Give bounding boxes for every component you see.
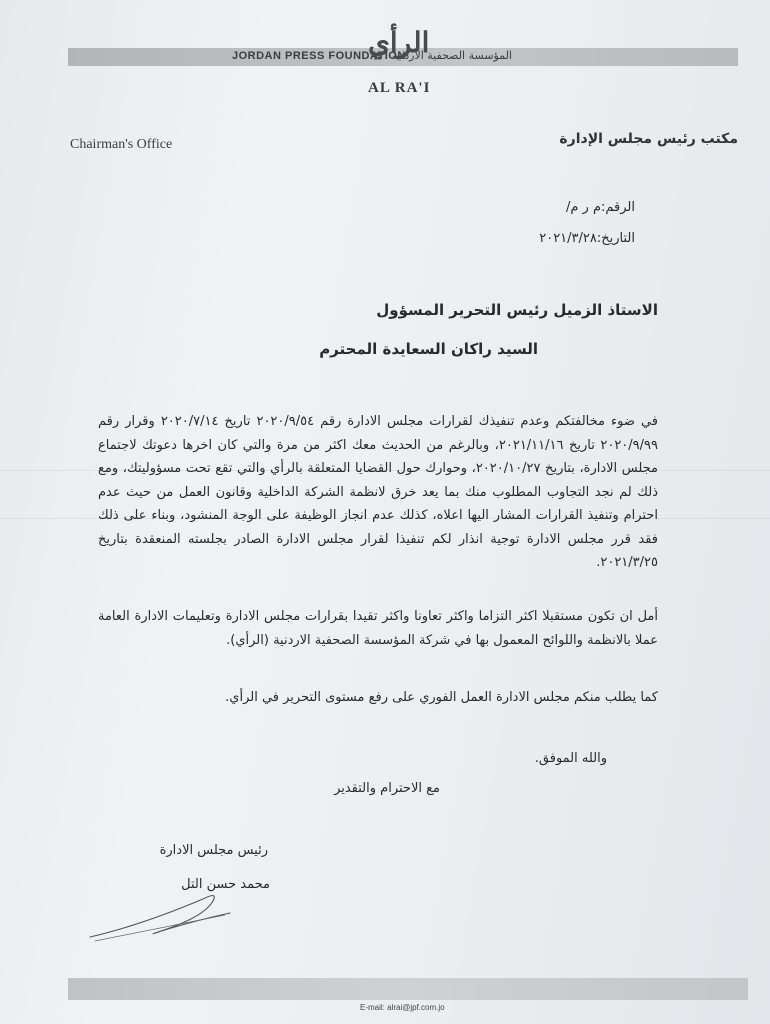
newspaper-logo: الرأي xyxy=(368,26,430,59)
closing-line: والله الموفق. xyxy=(534,751,607,766)
regards-line: مع الاحترام والتقدير xyxy=(334,781,440,796)
footer-band xyxy=(68,978,748,1000)
addressee-name: السيد راكان السعايدة المحترم xyxy=(319,340,538,358)
org-name-ar: المؤسسة الصحفية الأردنية xyxy=(391,49,512,62)
body-paragraph: كما يطلب منكم مجلس الادارة العمل الفوري على رفع مستوى التحرير في الرأي. xyxy=(225,690,658,705)
body-paragraph: في ضوء مخالفتكم وعدم تنفيذك لقرارات مجلس الادارة رقم ٢٠٢٠/٩/٥٤ تاريخ ٢٠٢٠/٧/١٤ وقرار رقم ٢٠٢٠/٩/٩٩ تاريخ ٢٠٢١/١١/١٦، وبالرغم من الحديث معك اكثر من مرة والتي كان اخرها دعوتك لاجتماع مجلس الادارة، بتاريخ ٢٠٢٠/١٠/٢٧، وحوارك حول القضايا المتعلقة بالرأي والتي تقع تحت مسؤوليتك، ومع ذلك لم نجد التجاوب المطلوب منك بما يعد خرق لانظمة الشركة الداخلية وقانون العمل من حيث عدم احترام وتنفيذ القرارات المشار اليها اعلاه، كذلك عدم انجاز الوظيفة على الوجة المنشود، وبناء على ذلك فقد قرر مجلس الادارة توجية انذار لكم تنفيذا لقرار مجلس الادارة الصادر بجلسته المنعقدة بتاريخ ٢٠٢١/٣/٢٥. xyxy=(98,414,659,570)
letter-date: التاريخ:٢٠٢١/٣/٢٨ xyxy=(539,231,635,246)
signatory-name: محمد حسن التل xyxy=(181,877,270,892)
addressee-title: الاستاذ الزميل رئيس التحرير المسؤول xyxy=(376,301,658,319)
newspaper-name-en: AL RA'I xyxy=(368,80,431,96)
org-name-en: JORDAN PRESS FOUNDATION xyxy=(232,50,406,62)
reference-number: الرقم:م ر م/ xyxy=(565,200,635,215)
body-paragraph: أمل ان تكون مستقبلا اكثر التزاما واكثر تعاونا واكثر تقيدا بقرارات مجلس الادارة وتعليمات الادارة العامة عملا بالانظمة واللوائح المعمول بها في شركة المؤسسة الصحفية الاردنية (الرأي). xyxy=(98,609,658,648)
handwritten-signature xyxy=(85,885,235,945)
office-title-en: Chairman's Office xyxy=(70,137,173,152)
signatory-title: رئيس مجلس الادارة xyxy=(159,843,268,858)
footer-email: E-mail: alrai@jpf.com.jo xyxy=(360,1003,445,1012)
office-title-ar: مكتب رئيس مجلس الإدارة xyxy=(559,131,738,147)
